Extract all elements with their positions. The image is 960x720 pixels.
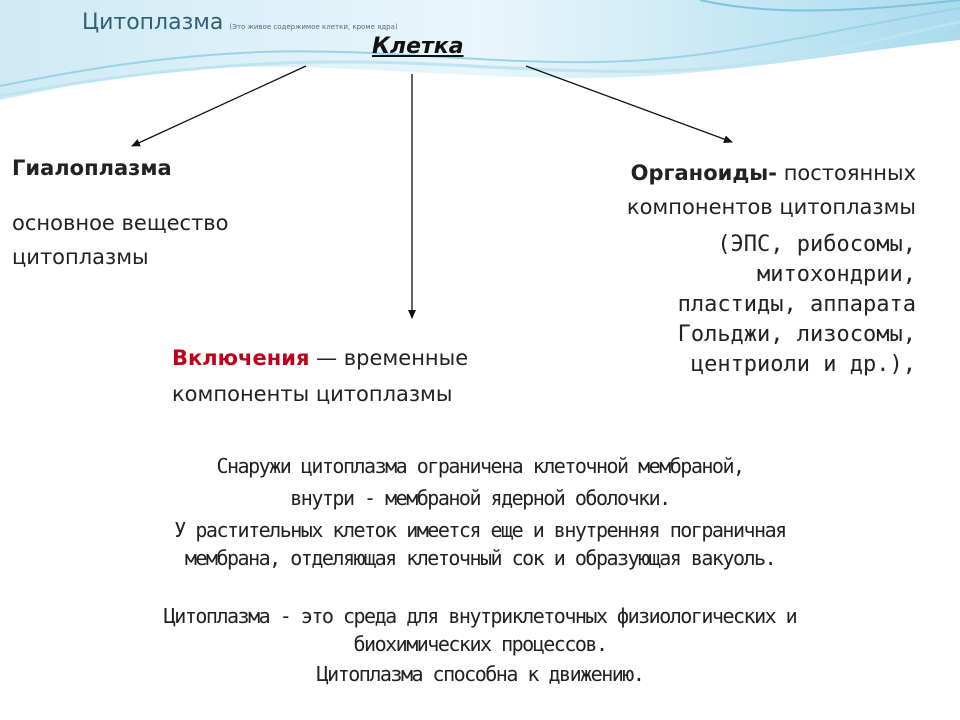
paragraph-line: биохимических процессов. <box>353 632 607 656</box>
organoids-heading: Органоиды- <box>630 161 777 185</box>
paragraph-line: мембрана, отделяющая клеточный сок и образующая вакуоль. <box>184 546 776 570</box>
organoids-desc-line: компонентов цитоплазмы <box>626 195 916 219</box>
organoids-list-item: митохондрии, <box>757 262 916 287</box>
organoids-list-item: Гольджи, лизосомы, <box>677 322 916 347</box>
organoids-desc-line: постоянных <box>783 161 916 185</box>
hyaloplasm-desc-line: основное вещество <box>12 211 229 235</box>
organoids-block <box>510 156 916 224</box>
arrow-to-organoids <box>526 66 732 142</box>
hyaloplasm-description <box>12 206 229 274</box>
organoids-list-item: (ЭПС, рибосомы, <box>717 232 916 257</box>
slide-subtitle: (Это живое содержимое клетки, кроме ядра) <box>229 23 398 31</box>
diagram-root-cell: Клетка <box>372 34 464 59</box>
organoids-list-item: пластиды, аппарата <box>677 292 916 317</box>
paragraph-line: Снаружи цитоплазма ограничена клеточной мембраной, <box>216 454 744 478</box>
inclusions-desc-line: — временные <box>316 346 469 370</box>
organoids-list-item: центриоли и др.), <box>690 352 916 377</box>
slide-title <box>82 10 398 35</box>
hyaloplasm-heading: Гиалоплазма <box>12 156 172 180</box>
slide-title-text: Цитоплазма <box>82 10 224 35</box>
organoids-list <box>560 230 916 380</box>
hyaloplasm-desc-line: цитоплазмы <box>12 245 149 269</box>
inclusions-desc-line: компоненты цитоплазмы <box>172 382 453 406</box>
paragraph-line: внутри - мембраной ядерной оболочки. <box>290 486 670 510</box>
inclusions-heading: Включения <box>172 346 310 370</box>
paragraph-line: Цитоплазма - это среда для внутриклеточных физиологических и <box>163 604 797 628</box>
inclusions-block <box>172 340 468 412</box>
paragraph-line: Цитоплазма способна к движению. <box>316 662 644 686</box>
paragraph-line: У растительных клеток имеется еще и внутренняя пограничная <box>174 518 786 542</box>
arrow-to-hyaloplasm <box>132 66 306 146</box>
